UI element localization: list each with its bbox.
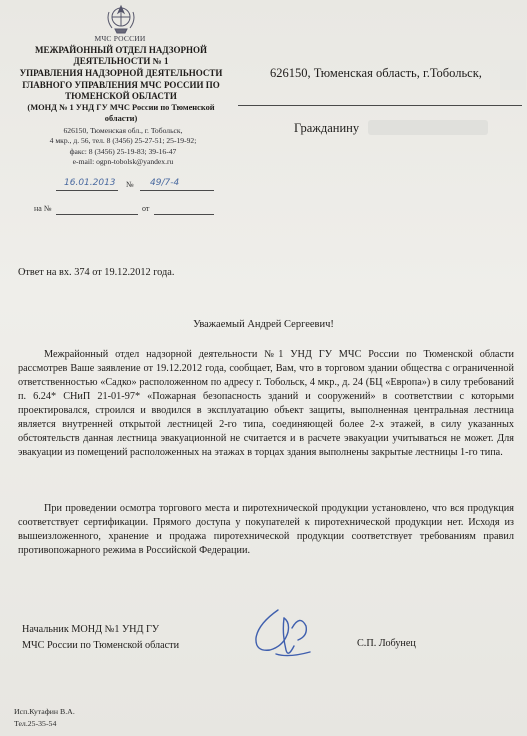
org-address-line-1: 626150, Тюменская обл., г. Тобольск,	[63, 126, 183, 135]
incoming-number-underline	[56, 214, 138, 215]
org-short-name: МЧС РОССИИ	[94, 34, 146, 43]
number-sign: №	[126, 180, 134, 189]
mchs-emblem-icon	[102, 2, 140, 36]
executor-phone: Тел.25-35-54	[14, 719, 57, 728]
org-address-line-3: факс: 8 (3456) 25-19-83; 39-16-47	[69, 147, 177, 156]
recipient-label: Гражданину	[294, 121, 360, 135]
incoming-date-underline	[154, 214, 214, 215]
signer-position-line-1: Начальник МОНД №1 УНД ГУ	[22, 624, 160, 635]
org-name-line-3: УПРАВЛЕНИЯ НАДЗОРНОЙ ДЕЯТЕЛЬНОСТИ	[19, 68, 223, 78]
number-underline	[140, 190, 214, 191]
paragraph-1: Межрайонный отдел надзорной деятельности №1 УНД ГУ МЧС России по Тюменской области рассмотрев Ваше заявление от 19.12.2012 года, сообщает, Вам, что в торговом здании общества с ограниченной ответственностью «Садко» расположенном по адресу г. Тобольск, 4 мкр., д. 24 (БЦ «Европа») в силу требований п. 6.24* СНиП 21-01-97* «Пожарная безопасность зданий и сооружений» в соответствии с которыми проектировался, строился и вводился в эксплуатацию объект защиты, выполненная центральная лестница является внутренней открытой лестницей 2-го типа, соединяющей более 2-х этажей, в силу указанных обстоятельств данная лестница эвакуационной не считается и в расчете эвакуации учитываться не может. Для эвакуации из помещений расположенных на этажах в торцах здания выполнены закрытые лестницы 1-го типа.	[18, 349, 514, 458]
paragraph-2: При проведении осмотра торгового места и пиротехнической продукции установлено, что вся продукция соответствует сертификации. Прямого доступа у покупателей к пиротехнической продукции нет. Исходя из вышеизложенного, хранение и продажа пиротехнической продукции соответствует требованиям правил противопожарного режима в Российской Федерации.	[18, 503, 514, 556]
answer-reference: Ответ на вх. 374 от 19.12.2012 года.	[18, 267, 175, 278]
org-email: e-mail: ogpn-tobolsk@yandex.ru	[72, 157, 174, 166]
outgoing-number: 49/7-4	[150, 178, 180, 188]
org-name-line-1: МЕЖРАЙОННЫЙ ОТДЕЛ НАДЗОРНОЙ	[35, 45, 207, 55]
signer-name: С.П. Лобунец	[357, 638, 416, 649]
org-abbr-line-1: (МОНД № 1 УНД ГУ МЧС России по Тюменской	[27, 103, 215, 112]
incoming-number-label: на №	[34, 204, 52, 213]
incoming-date-label: от	[142, 204, 150, 213]
header-divider	[238, 105, 522, 106]
date-underline	[56, 190, 118, 191]
org-name-line-2: ДЕЯТЕЛЬНОСТИ № 1	[73, 56, 169, 66]
org-name-line-4: ГЛАВНОГО УПРАВЛЕНИЯ МЧС РОССИИ ПО	[22, 80, 220, 90]
executor-name: Исп.Кутафин В.А.	[14, 707, 75, 716]
signer-position-line-2: МЧС России по Тюменской области	[22, 640, 180, 651]
outgoing-date: 16.01.2013	[64, 178, 116, 188]
redacted-recipient-name	[368, 120, 488, 135]
handwritten-signature-icon	[248, 606, 316, 664]
org-name-line-5: ТЮМЕНСКОЙ ОБЛАСТИ	[65, 91, 177, 101]
org-address-line-2: 4 мкр., д. 56, тел. 8 (3456) 25-27-51; 25-19-92;	[49, 136, 197, 145]
recipient-address: 626150, Тюменская область, г.Тобольск,	[270, 66, 482, 80]
org-abbr-line-2: области)	[104, 114, 138, 123]
redacted-area	[500, 60, 526, 90]
salutation: Уважаемый Андрей Сергеевич!	[193, 319, 334, 330]
